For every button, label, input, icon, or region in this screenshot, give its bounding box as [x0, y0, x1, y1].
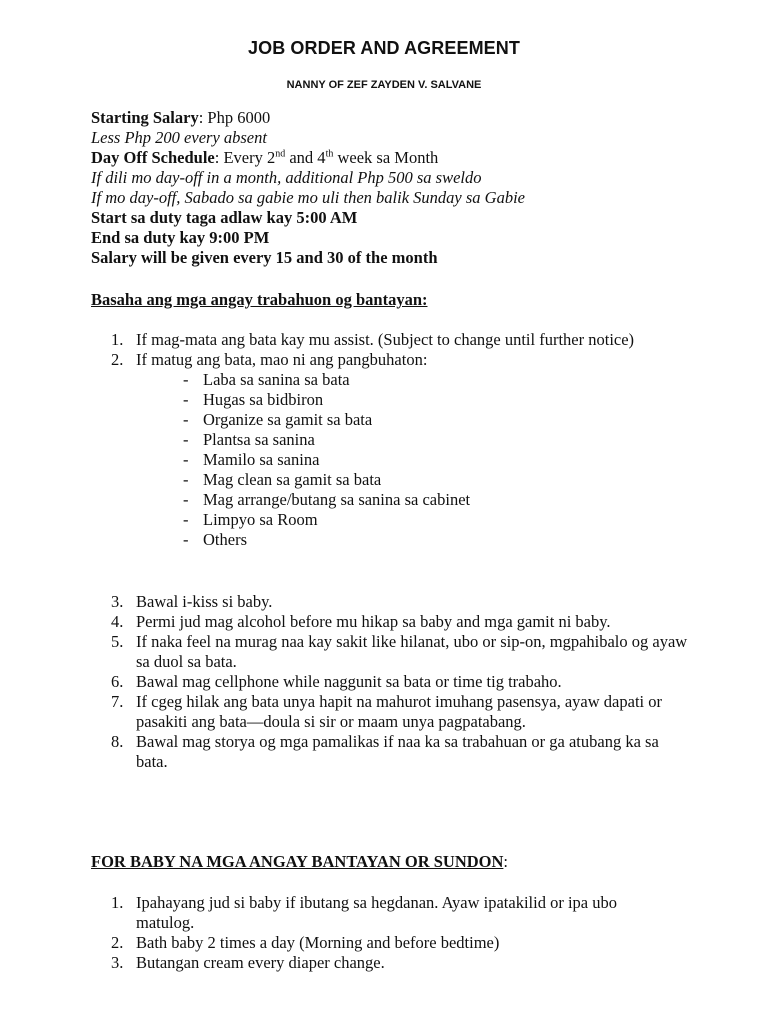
list-item [91, 692, 691, 732]
dayoff-line [91, 148, 711, 168]
dayoff-note: If mo day-off, Sabado sa gabie mo uli then balik Sunday sa Gabie [91, 188, 525, 207]
list-item [91, 732, 691, 772]
list-number: 3. [111, 953, 124, 972]
list-item [91, 330, 651, 350]
salary-label: Starting Salary [91, 108, 199, 127]
list-item [91, 350, 651, 370]
baby-list [91, 893, 651, 973]
baby-heading: FOR BABY NA MGA ANGAY BANTAYAN OR SUNDON [91, 852, 504, 871]
duties-list-a [91, 330, 651, 550]
terms-section [91, 108, 711, 268]
salary-line [91, 108, 711, 128]
list-number: 7. [111, 692, 124, 711]
dayoff-label: Day Off Schedule [91, 148, 215, 167]
task-list [91, 370, 651, 550]
task-item: - Mamilo sa sanina [91, 450, 651, 470]
list-text: If mag-mata ang bata kay mu assist. (Subject to change until further notice) [136, 330, 635, 349]
list-number: 4. [111, 612, 124, 631]
list-number: 3. [111, 592, 124, 611]
list-text: If naka feel na murag naa kay sakit like hilanat, ubo or sip-on, mgpahibalo og ayaw sa duol sa bata. [136, 632, 688, 671]
task-item: - Laba sa sanina sa bata [91, 370, 651, 390]
list-item [91, 933, 651, 953]
duties-heading-row [91, 290, 711, 310]
task-item: - Plantsa sa sanina [91, 430, 651, 450]
duty-end: End sa duty kay 9:00 PM [91, 228, 270, 247]
list-item [91, 953, 651, 973]
list-item [91, 632, 691, 672]
duty-start: Start sa duty taga adlaw kay 5:00 AM [91, 208, 358, 227]
list-item [91, 893, 651, 933]
list-text: Ipahayang jud si baby if ibutang sa hegdanan. Ayaw ipatakilid or ipa ubo matulog. [136, 893, 617, 932]
dayoff-note: If dili mo day-off in a month, additional Php 500 sa sweldo [91, 168, 482, 187]
list-text: Bawal mag cellphone while naggunit sa bata or time tig trabaho. [136, 672, 562, 691]
list-text: Bath baby 2 times a day (Morning and before bedtime) [136, 933, 500, 952]
list-number: 2. [111, 933, 124, 952]
list-item [91, 592, 691, 612]
document-title: JOB ORDER AND AGREEMENT [248, 38, 520, 58]
task-item: - Hugas sa bidbiron [91, 390, 651, 410]
list-text: Bawal i-kiss si baby. [136, 592, 273, 611]
baby-heading-row [91, 852, 711, 872]
list-number: 2. [111, 350, 124, 369]
salary-value: : Php 6000 [198, 108, 271, 127]
list-text: If cgeg hilak ang bata unya hapit na mahurot imuhang pasensya, ayaw dapati or pasakiti ang bata—doula si sir or maam unya pagpatabang. [136, 692, 662, 731]
list-number: 8. [111, 732, 124, 751]
task-item: - Others [91, 530, 651, 550]
list-text: Bawal mag storya og mga pamalikas if naa ka sa trabahuan or ga atubang ka sa bata. [136, 732, 659, 771]
task-item: - Organize sa gamit sa bata [91, 410, 651, 430]
list-number: 1. [111, 893, 124, 912]
list-text: If matug ang bata, mao ni ang pangbuhaton: [136, 350, 428, 369]
list-number: 5. [111, 632, 124, 651]
dayoff-text: week sa Month [333, 148, 439, 167]
salary-schedule: Salary will be given every 15 and 30 of the month [91, 248, 438, 267]
duties-list-b [91, 592, 691, 772]
list-text: Permi jud mag alcohol before mu hikap sa baby and mga gamit ni baby. [136, 612, 611, 631]
list-text: Butangan cream every diaper change. [136, 953, 385, 972]
absence-note: Less Php 200 every absent [91, 128, 267, 147]
dayoff-text: : Every 2 [214, 148, 276, 167]
list-number: 1. [111, 330, 124, 349]
task-item: - Limpyo sa Room [91, 510, 651, 530]
list-item [91, 672, 691, 692]
baby-heading-line [91, 852, 711, 872]
dayoff-superscript: th [325, 148, 334, 160]
list-item [91, 612, 691, 632]
duties-heading: Basaha ang mga angay trabahuon og bantayan: [91, 290, 428, 309]
task-item: - Mag clean sa gamit sa bata [91, 470, 651, 490]
task-item: - Mag arrange/butang sa sanina sa cabinet [91, 490, 651, 510]
list-number: 6. [111, 672, 124, 691]
baby-heading-colon: : [503, 852, 508, 871]
document-subtitle: NANNY OF ZEF ZAYDEN V. SALVANE [286, 79, 482, 91]
dayoff-text: and 4 [285, 148, 326, 167]
dayoff-superscript: nd [275, 148, 286, 160]
